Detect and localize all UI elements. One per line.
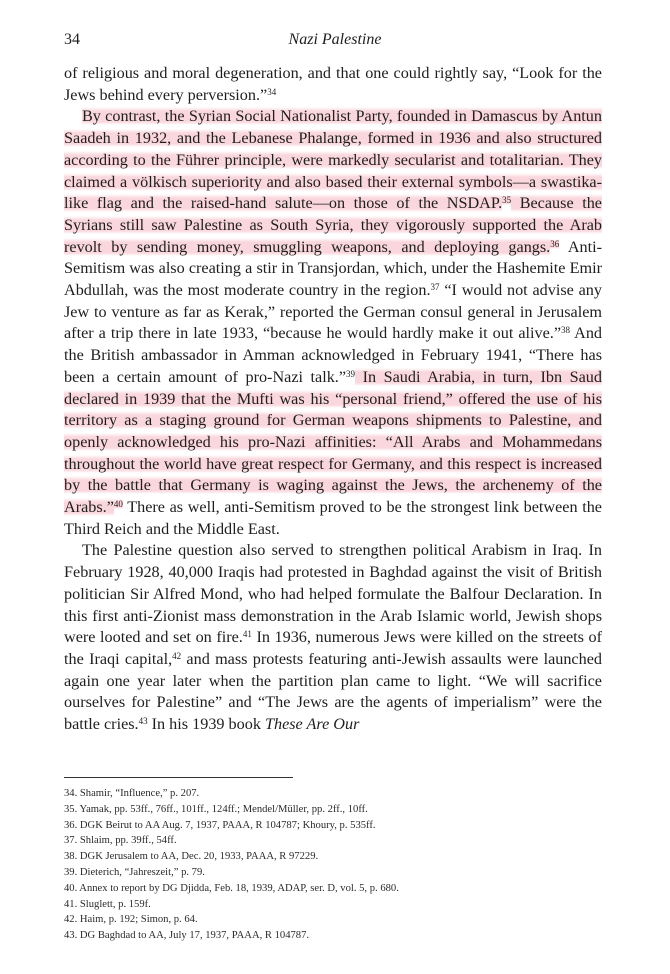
footnote-ref-35: 35 (502, 195, 512, 206)
paragraph-3 (64, 540, 602, 735)
footnote-ref-38: 38 (561, 325, 571, 336)
body-text (64, 63, 602, 736)
book-title: These Are Our (264, 715, 360, 734)
running-head-title: Nazi Palestine (288, 31, 382, 48)
footnote-ref-39: 39 (346, 368, 356, 379)
footnote-ref-36: 36 (550, 238, 560, 249)
p2-highlighted-text-2: Because the Syrians still saw Palestine as South Syria, they vigorously supported the Arab revolt by sending money, smuggling weapons, and deploying gangs. (64, 194, 602, 256)
paragraph-1 (64, 63, 602, 106)
footnote-39: 39. Dieterich, “Jahreszeit,” p. 79. (64, 866, 205, 878)
footnote-35: 35. Yamak, pp. 53ff., 76ff., 101ff., 124ff.; Mendel/Müller, pp. 2ff., 10ff. (64, 803, 368, 815)
footnote-41: 41. Sluglett, p. 159f. (64, 898, 151, 910)
footnote-divider (64, 777, 293, 778)
p2-text-5: And the British ambassador in Amman acknowledged in February 1941, “There has been a certain amount of pro-Nazi talk.” (64, 324, 603, 386)
footnotes (64, 786, 624, 944)
footnote-36: 36. DGK Beirut to AA Aug. 7, 1937, PAAA, R 104787; Khoury, p. 535ff. (64, 819, 376, 831)
p2-highlighted-text-1: By contrast, the Syrian Social Nationalist Party, founded in Damascus by Antun Saadeh in 1932, and the Lebanese Phalange, formed in 1936 and also structured according to the Führer principle, were markedly secularist and totalitarian. They claimed a völkisch superiority and also based their external symbols—a swastika-like flag and the raised-hand salute—on those of the NSDAP. (64, 107, 602, 213)
footnote-ref-40: 40 (113, 499, 123, 510)
p2-text-3: Anti-Semitism was also creating a stir in Transjordan, which, under the Hashemite Emir Abdullah, was the most moderate country in the region. (64, 237, 602, 300)
footnote-ref-34: 34 (267, 86, 277, 97)
p3-text-3: and mass protests featuring anti-Jewish assaults were launched again one year later when the partition plan came to light. “We will sacrifice ourselves for Palestine” and “The Jews are the agents of imperialism” were the battle cries. (64, 649, 602, 734)
footnote-34: 34. Shamir, “Influence,” p. 207. (64, 788, 200, 799)
footnote-40: 40. Annex to report by DG Djidda, Feb. 18, 1939, ADAP, ser. D, vol. 5, p. 680. (64, 882, 399, 894)
p2-text-4: “I would not advise any Jew to venture as far as Kerak,” reported the German consul general in Jerusalem after a trip there in late 1933, “because he would hardly make it out alive.” (64, 281, 602, 343)
p1-text: of religious and moral degeneration, and that one could rightly say, “Look for the Jews behind every perversion.” (64, 64, 602, 104)
p2-highlighted-text-6: In Saudi Arabia, in turn, Ibn Saud declared in 1939 that the Mufti was his “personal friend,” offered the use of his territory as a staging ground for German weapons shipments to Palestine, and openly acknowledged his pro-Nazi affinities: “All Arabs and Mohammedans throughout the world have great respect for Germany, and this respect is increased by the battle that Germany is waging against the Jews, the archenemy of the Arabs.” (64, 367, 602, 517)
footnote-ref-43: 43 (138, 716, 148, 727)
footnote-ref-41: 41 (242, 629, 252, 640)
footnote-43: 43. DG Baghdad to AA, July 17, 1937, PAAA, R 104787. (64, 930, 310, 942)
footnote-37: 37. Shlaim, pp. 39ff., 54ff. (64, 835, 177, 847)
page-number: 34 (64, 31, 80, 48)
p3-text-1: The Palestine question also served to strengthen political Arabism in Iraq. In February 1928, 40,000 Iraqis had protested in Baghdad against the visit of British politician Sir Alfred Mond, who had helped formulate the Balfour Declaration. In this first anti-Zionist mass demonstration in the Arab Islamic world, Jewish shops were looted and set on fire. (64, 541, 602, 647)
footnote-ref-42: 42 (172, 650, 182, 661)
footnote-42: 42. Haim, p. 192; Simon, p. 64. (64, 914, 198, 926)
p3-text-2: In 1936, numerous Jews were killed on the streets of the Iraqi capital, (64, 628, 602, 668)
p3-text-4: In his 1939 book (147, 715, 265, 734)
footnote-ref-37: 37 (430, 282, 440, 293)
footnote-38: 38. DGK Jerusalem to AA, Dec. 20, 1933, PAAA, R 97229. (64, 851, 319, 863)
p2-text-7: There as well, anti-Semitism proved to be the strongest link between the Third Reich and the Middle East. (64, 498, 602, 538)
paragraph-2 (64, 106, 602, 540)
